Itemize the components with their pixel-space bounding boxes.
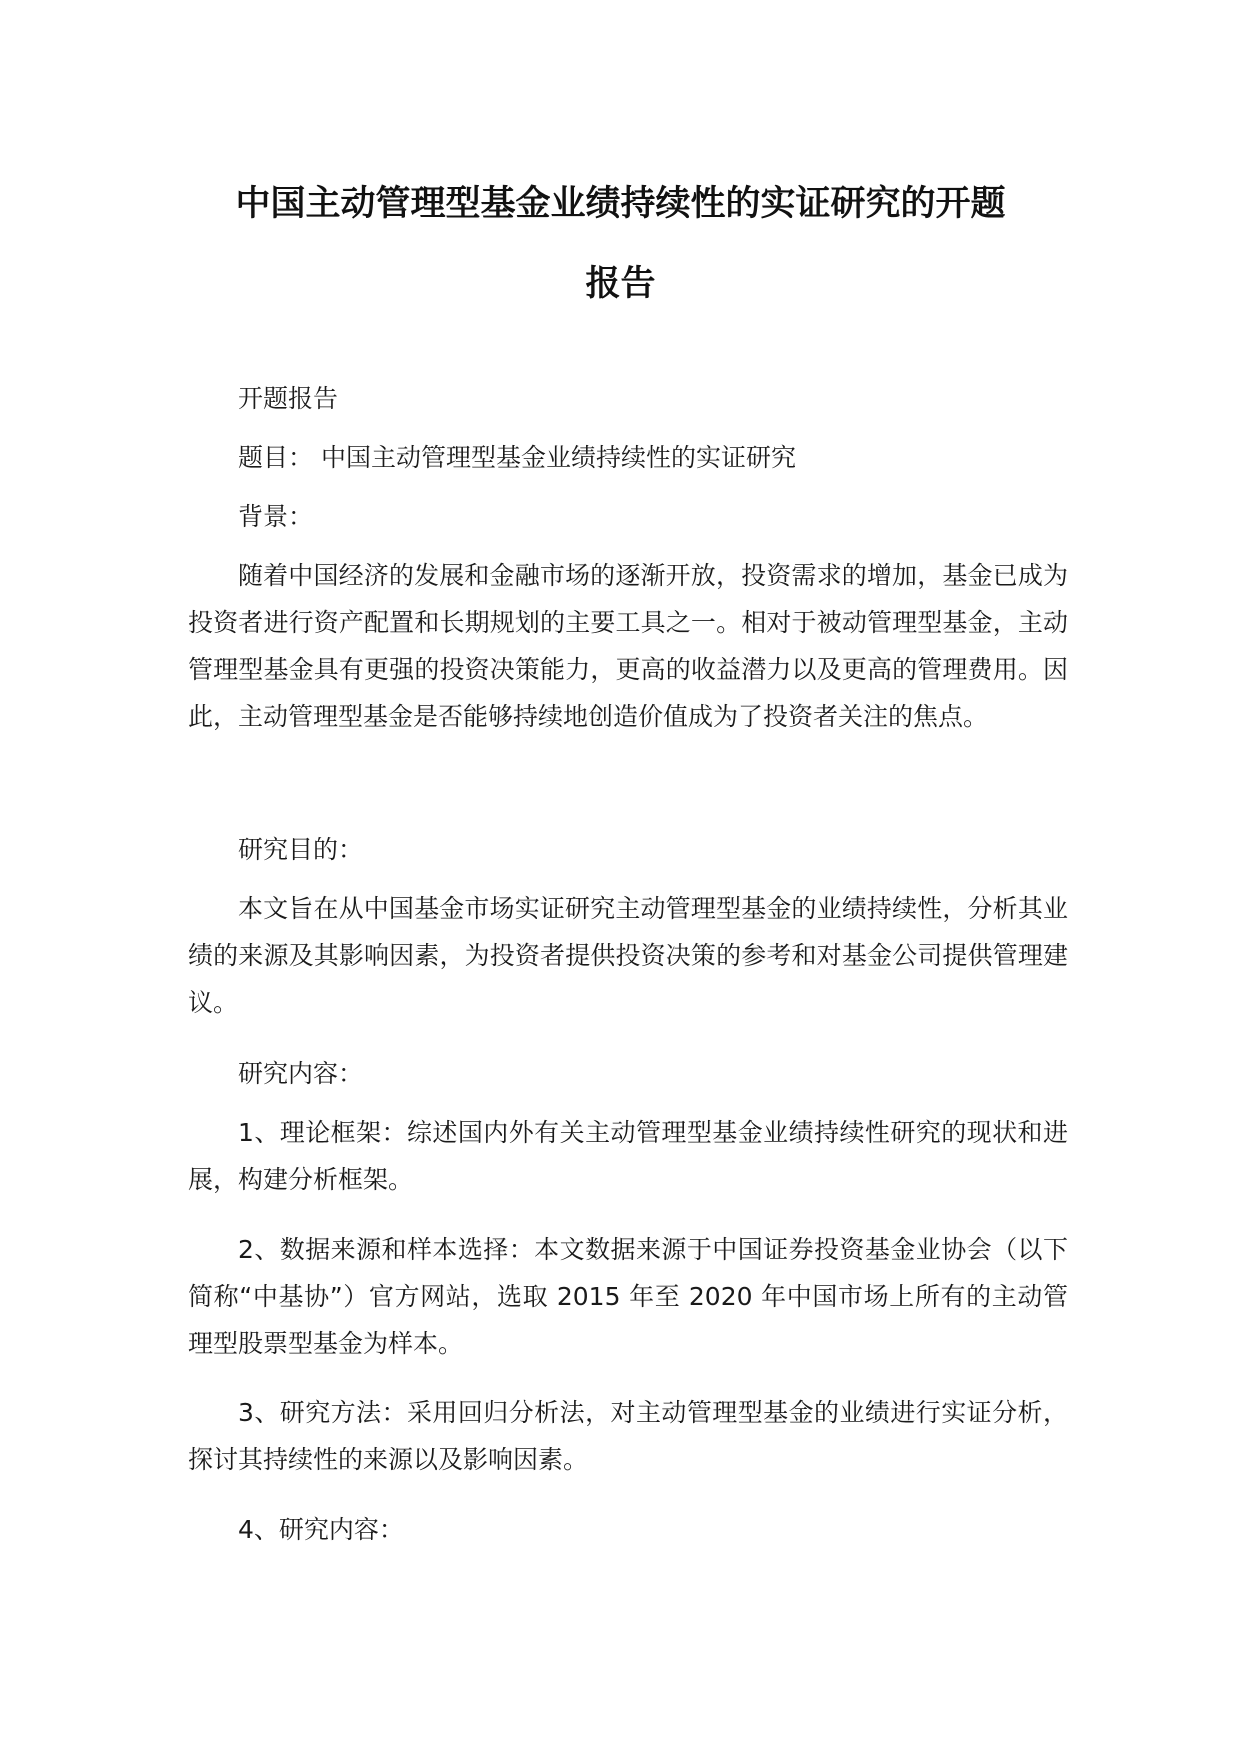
topic-line: 题目： 中国主动管理型基金业绩持续性的实证研究 (238, 443, 796, 472)
content-item-2: 2、数据来源和样本选择：本文数据来源于中国证券投资基金业协会（以下简称“中基协”）官方网站，选取 2015 年至 2020 年中国市场上所有的主动管理型股票型基金为样本。 (188, 1235, 1068, 1358)
section-heading-background: 背景： (238, 502, 314, 531)
document-title-line-2: 报告 (585, 264, 656, 304)
section-heading-content: 研究内容： (238, 1059, 364, 1088)
background-paragraph: 随着中国经济的发展和金融市场的逐渐开放，投资需求的增加，基金已成为投资者进行资产配置和长期规划的主要工具之一。相对于被动管理型基金，主动管理型基金具有更强的投资决策能力，更高的收益潜力以及更高的管理费用。因此，主动管理型基金是否能够持续地创造价值成为了投资者关注的焦点。 (188, 561, 1068, 731)
content-item-4: 4、研究内容： (238, 1515, 404, 1544)
content-item-3: 3、研究方法：采用回归分析法，对主动管理型基金的业绩进行实证分析，探讨其持续性的来源以及影响因素。 (188, 1398, 1068, 1474)
content-item-1: 1、理论框架：综述国内外有关主动管理型基金业绩持续性研究的现状和进展，构建分析框架。 (188, 1118, 1068, 1194)
section-label-report: 开题报告 (238, 384, 339, 413)
section-heading-purpose: 研究目的： (238, 835, 364, 864)
purpose-paragraph: 本文旨在从中国基金市场实证研究主动管理型基金的业绩持续性，分析其业绩的来源及其影响因素，为投资者提供投资决策的参考和对基金公司提供管理建议。 (188, 894, 1068, 1017)
document-title-line-1: 中国主动管理型基金业绩持续性的实证研究的开题 (235, 184, 1006, 224)
